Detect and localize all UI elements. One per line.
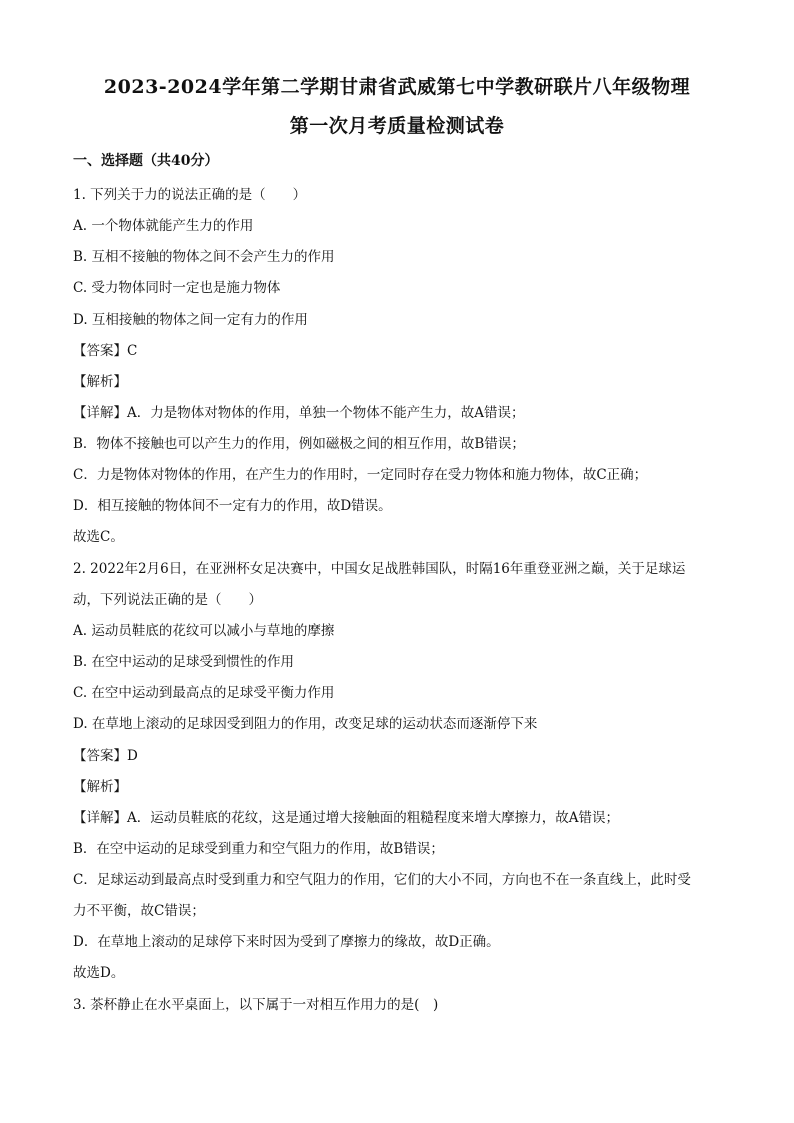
exam-title-line1: 2023-2024学年第二学期甘肃省武威第七中学教研联片八年级物理 bbox=[103, 76, 691, 98]
question-2-option-a: A. 运动员鞋底的花纹可以减小与草地的摩擦 bbox=[73, 623, 335, 639]
question-1-detail-line: B．物体不接触也可以产生力的作用，例如磁极之间的相互作用，故B错误； bbox=[73, 436, 525, 452]
question-1-option-b: B. 互相不接触的物体之间不会产生力的作用 bbox=[73, 249, 335, 265]
question-2-detail-line: 【详解】A．运动员鞋底的花纹，这是通过增大接触面的粗糙程度来增大摩擦力，故A错误； bbox=[73, 810, 619, 826]
question-2-stem-line2: 动，下列说法正确的是（ ） bbox=[73, 592, 262, 608]
question-1-detail-line: D．相互接触的物体间不一定有力的作用，故D错误。 bbox=[73, 498, 392, 514]
question-2-option-c: C. 在空中运动到最高点的足球受平衡力作用 bbox=[73, 685, 335, 701]
question-1-detail-line: 【详解】A．力是物体对物体的作用，单独一个物体不能产生力，故A错误； bbox=[73, 405, 525, 421]
question-2-detail-line: D．在草地上滚动的足球停下来时因为受到了摩擦力的缘故，故D正确。 bbox=[73, 934, 500, 950]
question-2-detail-line: C．足球运动到最高点时受到重力和空气阻力的作用，它们的大小不同，方向也不在一条直线上，此时受 bbox=[73, 872, 691, 888]
question-1-answer: 【答案】C bbox=[73, 343, 138, 359]
question-1-detail-line: C．力是物体对物体的作用，在产生力的作用时，一定同时存在受力物体和施力物体，故C正确； bbox=[73, 467, 648, 483]
exam-title-line2: 第一次月考质量检测试卷 bbox=[289, 115, 505, 137]
question-1-conclusion: 故选C。 bbox=[73, 529, 124, 545]
question-1-stem: 1. 下列关于力的说法正确的是（ ） bbox=[73, 187, 307, 203]
question-1-option-d: D. 互相接触的物体之间一定有力的作用 bbox=[73, 312, 308, 328]
question-2-option-b: B. 在空中运动的足球受到惯性的作用 bbox=[73, 654, 295, 670]
question-1-option-c: C. 受力物体同时一定也是施力物体 bbox=[73, 280, 281, 296]
question-2-detail-line: 力不平衡，故C错误； bbox=[73, 903, 205, 919]
question-2-analysis-label: 【解析】 bbox=[73, 779, 127, 795]
question-1-analysis-label: 【解析】 bbox=[73, 374, 127, 390]
question-2-conclusion: 故选D。 bbox=[73, 965, 125, 981]
question-2-option-d: D. 在草地上滚动的足球因受到阻力的作用，改变足球的运动状态而逐渐停下来 bbox=[73, 716, 538, 732]
question-2-answer: 【答案】D bbox=[73, 748, 138, 764]
question-3-stem: 3. 茶杯静止在水平桌面上，以下属于一对相互作用力的是( ) bbox=[73, 997, 439, 1013]
question-1-option-a: A. 一个物体就能产生力的作用 bbox=[73, 218, 254, 234]
section-heading: 一、选择题（共40分） bbox=[73, 153, 219, 169]
question-2-detail-line: B．在空中运动的足球受到重力和空气阻力的作用，故B错误； bbox=[73, 841, 444, 857]
question-2-stem-line1: 2. 2022年2月6日，在亚洲杯女足决赛中，中国女足战胜韩国队，时隔16年重登亚洲之巅，关于足球运 bbox=[73, 561, 686, 577]
